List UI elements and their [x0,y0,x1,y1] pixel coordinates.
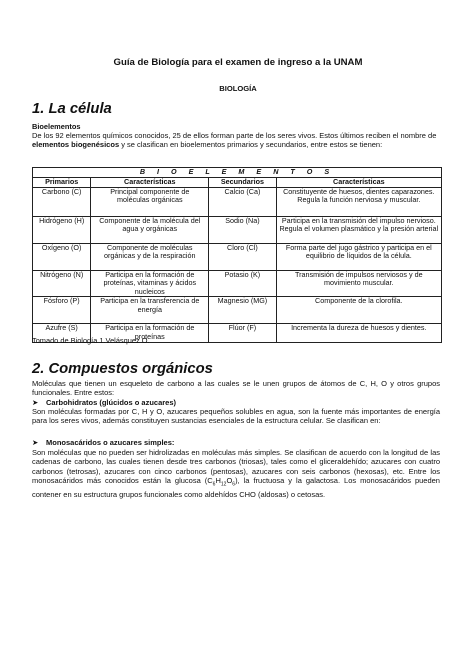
subheading-bioelementos: Bioelementos [32,122,81,131]
table-cell: Flúor (F) [209,324,276,343]
table-cell: Calcio (Ca) [209,187,276,216]
header-secundarios: Secundarios [209,178,276,188]
arrowhead-bullet-icon: ➤ [32,438,39,447]
header-primarios: Primarios [33,178,91,188]
para-text-end: y se clasifican en bioelementos primarios y secundarios, entre estos se tienen: [119,140,383,150]
bioelements-table [32,167,442,343]
table-cell: Fósforo (P) [33,297,91,324]
table-cell: Nitrógeno (N) [33,270,91,297]
table-cell: Participa en la formación de proteínas, vitaminas y ácidos nucleicos [91,270,209,297]
table-row [33,243,442,270]
para-text-start: De los 92 elementos químicos conocidos, 25 de ellos forman parte de los seres vivos. Estos últimos reciben el nombre de [32,131,437,140]
mono-text: O [226,475,233,485]
table-cell: Magnesio (MG) [209,297,276,324]
table-banner: B I O E L E M E N T O S [33,168,442,178]
table-cell: Participa en la transferencia de energía [91,297,209,324]
arrowhead-bullet-icon: ➤ [32,398,39,407]
bullet-label: Carbohidratos (glúcidos o azucares) [46,398,177,407]
table-banner-row [33,168,442,178]
mono-text-start: Son moléculas que no pueden ser hidrolizadas en moléculas más simples. Se clasifican de acuerdo con la longitud de las cadenas de carbono, las cuales tienen desde tres carbonos (triosas), tales como el gliceraldehído; azucares con cuatro carbonos (tetrosas), azucares con cinco carbonos (pentosas), azucares con seis carbonos (hexosas), etc. Entre los monosacáridos más conocidos están la glucosa (C [32,448,440,485]
organic-intro-paragraph: Moléculas que tienen un esqueleto de carbono a las cuales se le unen grupos de átomos de C, H, O y otros grupos funcionales. Entre estos: [32,379,440,398]
bullet-monosacaridos [32,438,174,447]
table-cell: Transmisión de impulsos nerviosos y de movimiento muscular. [276,270,441,297]
table-cell: Hidrógeno (H) [33,216,91,243]
monosaccharides-paragraph [32,448,440,499]
document-title: Guía de Biología para el examen de ingreso a la UNAM [113,57,363,68]
mono-text: H [215,475,221,485]
table-cell: Cloro (Cl) [209,243,276,270]
carbohydrates-paragraph: Son moléculas formadas por C, H y O, azucares pequeños solubles en agua, son la fuente más importantes de energía para los seres vivos, además constituyen sustancias esenciales de la estructura celular. Se clasifican en: [32,407,440,426]
table-cell: Componente de la molécula del agua y orgánicas [91,216,209,243]
table-cell: Componente de la clorofila. [276,297,441,324]
table-cell: Sodio (Na) [209,216,276,243]
table-cell: Oxígeno (O) [33,243,91,270]
subscript: 6 [232,481,236,488]
bullet-label: Monosacáridos o azucares simples: [46,438,175,447]
table-source-note: Tomado de Biología 1.Velásquez O. [32,336,150,345]
table-cell: Incrementa la dureza de huesos y dientes. [276,324,441,343]
mono-text-end: ), la fructuosa y la galactosa. Los monosacáridos pueden contener en su estructura grupos funcionales como aldehídos CHO (aldosas) o cetosas. [32,475,440,499]
bullet-carbohidratos [32,398,176,407]
table-cell: Componente de moléculas orgánicas y de la respiración [91,243,209,270]
table-row [33,297,442,324]
table-cell: Participa en la transmisión del impulso nervioso. Regula el volumen plasmático y la presión arterial [276,216,441,243]
table-cell: Principal componente de moléculas orgánicas [91,187,209,216]
table-cell: Forma parte del jugo gástrico y participa en el equilibrio de líquidos de la célula. [276,243,441,270]
table-header-row [33,178,442,188]
section-heading-cell: 1. La célula [32,101,112,117]
para-text-bold: elementos biogenésicos [32,140,120,150]
table-row [33,270,442,297]
table-row [33,187,442,216]
header-caracteristicas-2: Características [276,178,441,188]
table-cell: Carbono (C) [33,187,91,216]
table-cell: Azufre (S) [33,324,91,343]
subscript: 6 [212,481,216,488]
table-cell: Potasio (K) [209,270,276,297]
table-cell: Constituyente de huesos, dientes caparazones. Regula la función nerviosa y muscular. [276,187,441,216]
table-row [33,216,442,243]
header-caracteristicas-1: Características [91,178,209,188]
table-cell: Participa en la formación de proteínas [91,324,209,343]
subscript: 12 [220,481,227,488]
bioelementos-paragraph [32,131,440,150]
section-heading-organic: 2. Compuestos orgánicos [32,361,213,377]
subject-heading: BIOLOGÍA [219,84,257,93]
